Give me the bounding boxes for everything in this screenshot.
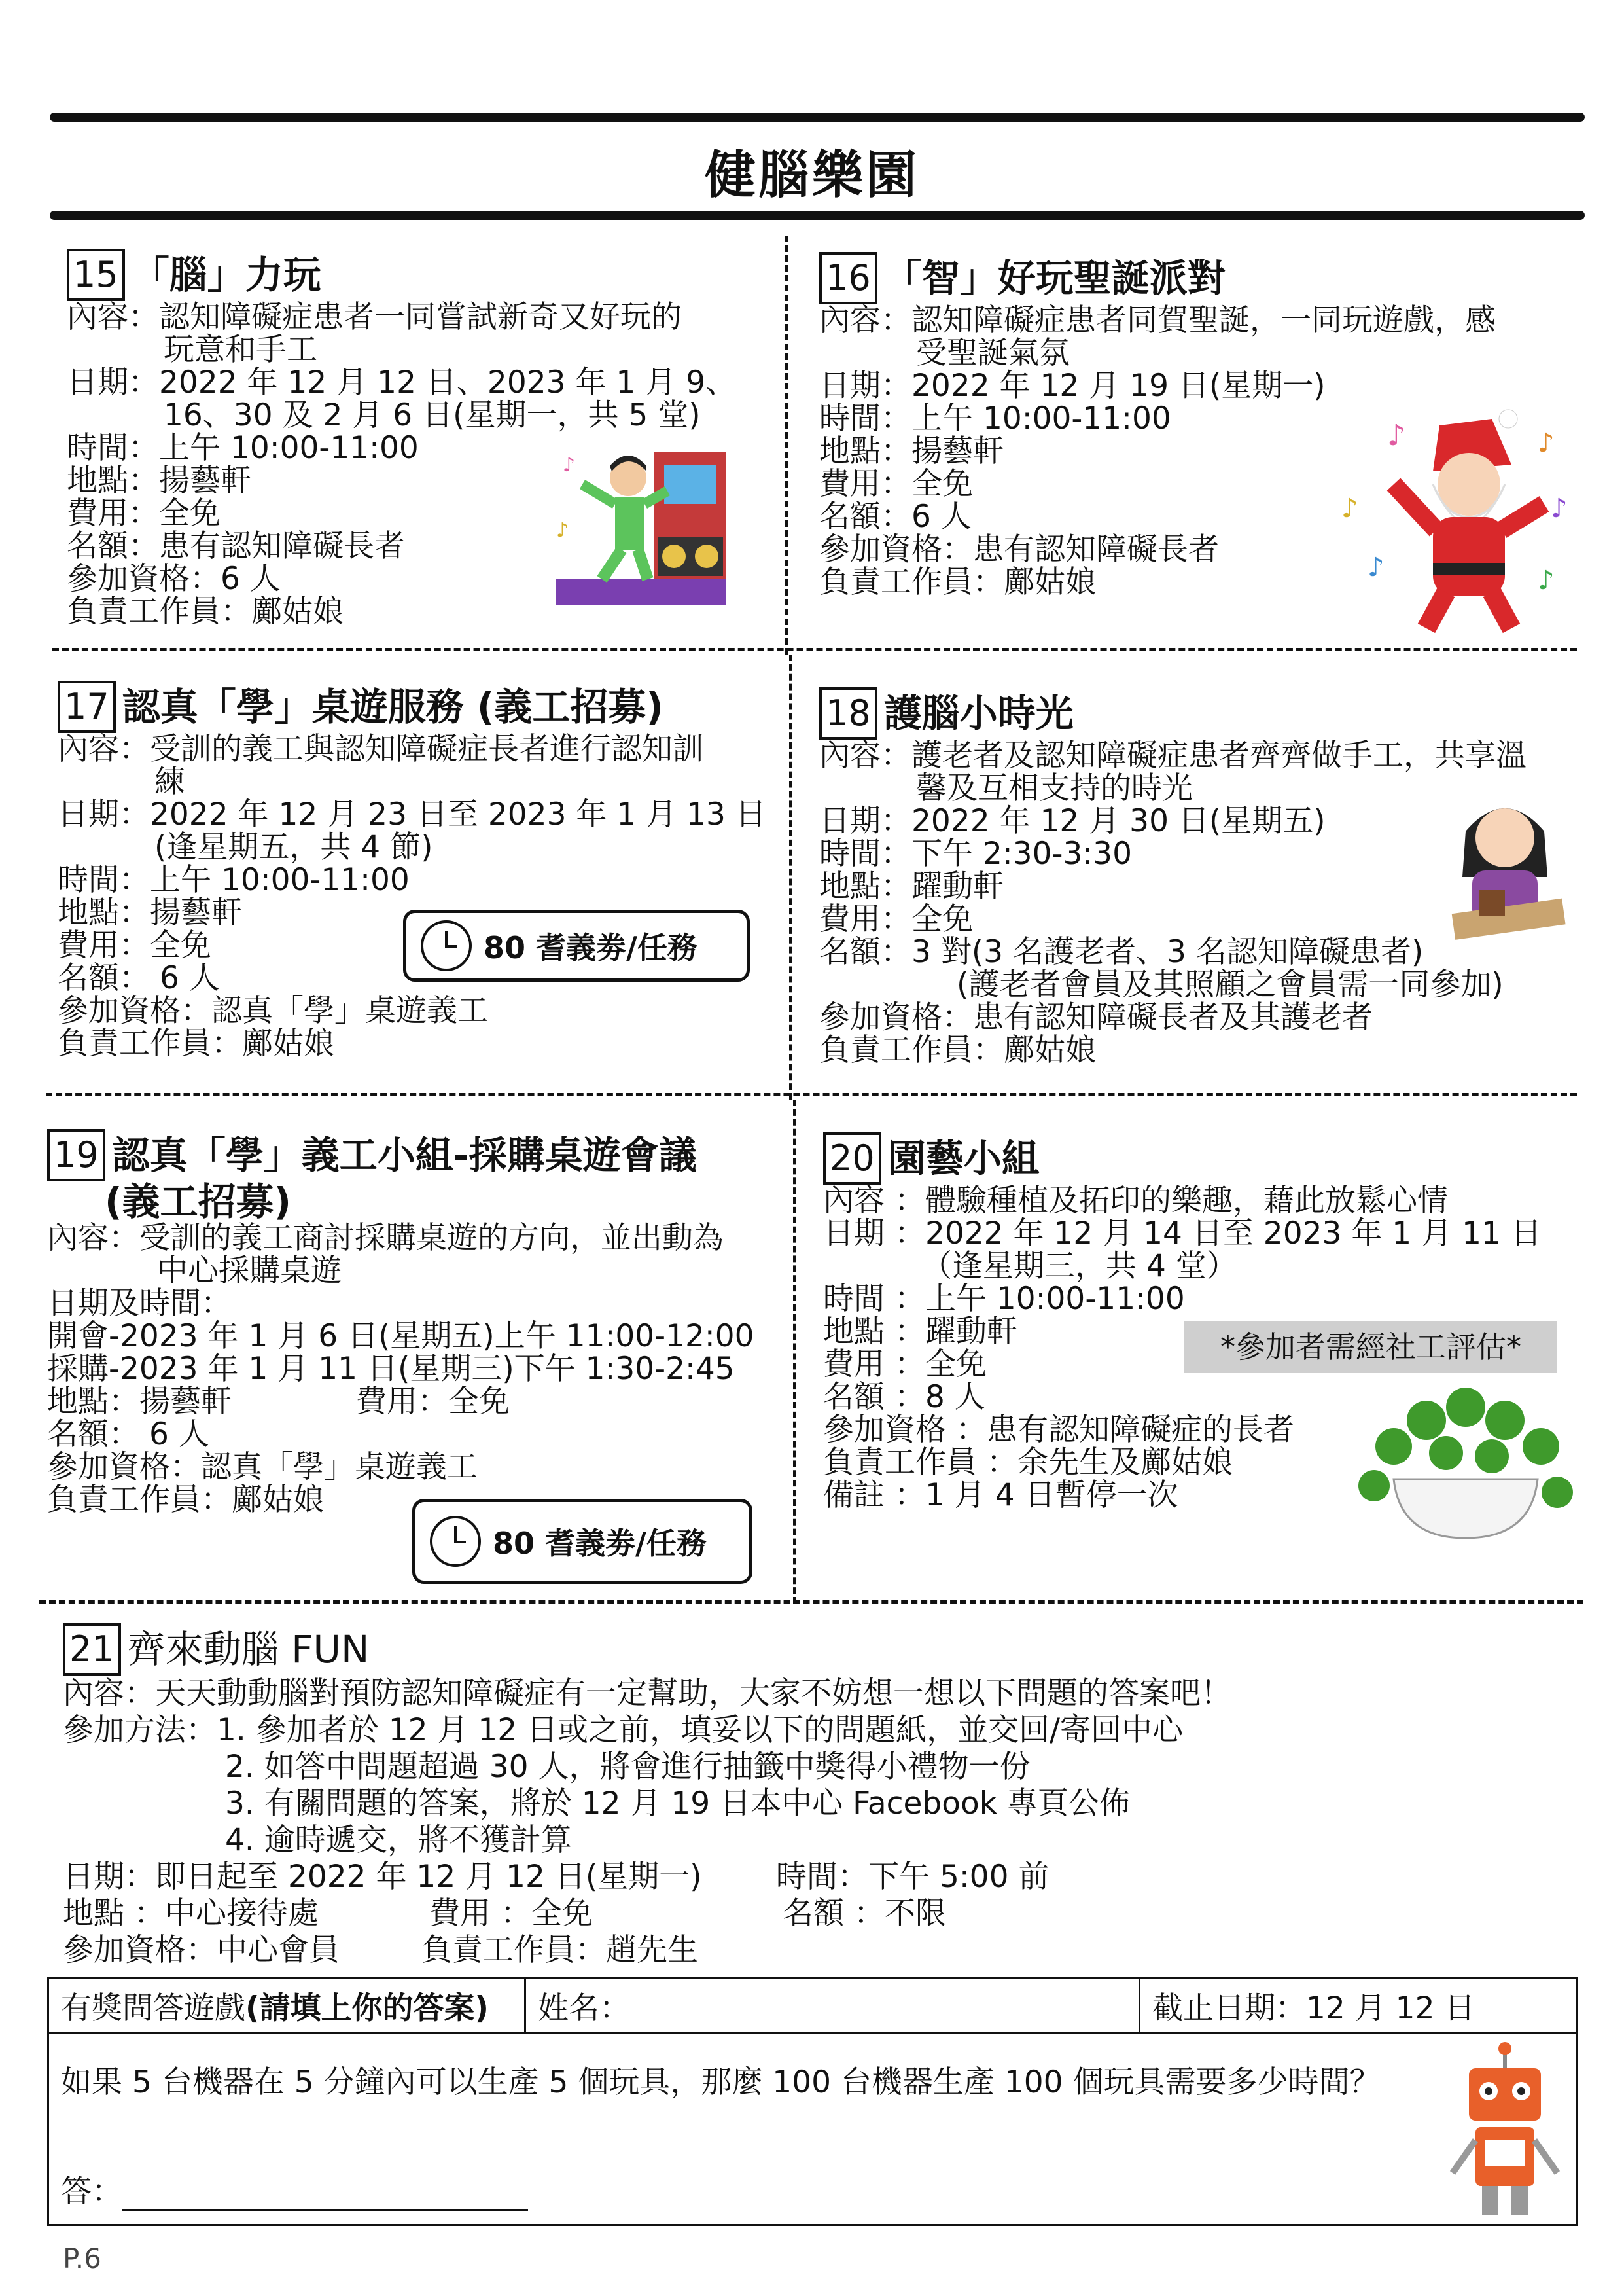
place-text: 地點：揚藝軒 (47, 1384, 232, 1420)
activity-21-heading (63, 1623, 1231, 1676)
activity-number: 19 (47, 1129, 105, 1181)
detail-line: 內容：護老者及認知障礙症患者齊齊做手工，共享溫 (819, 738, 1527, 774)
top-rule (50, 113, 1585, 122)
activity-title: 護腦小時光 (883, 691, 1074, 736)
badge-text: 80 耆義劵/任務 (493, 1526, 707, 1561)
detail-line: 內容：認知障礙症患者同賀聖誕，一同玩遊戲，感 (819, 302, 1496, 338)
method-line (63, 1712, 1231, 1749)
dance-game-illustration (550, 439, 739, 615)
activity-15-heading (67, 249, 736, 301)
intro-text: 內容：天天動動腦對預防認知障礙症有一定幫助，大家不妨想一想以下問題的答案吧！ (63, 1676, 1231, 1712)
detail-line: 負責工作員 ：余先生及鄺姑娘 (823, 1444, 1233, 1480)
info-line (63, 1932, 1231, 1969)
fee-text: 費用 ：全免 (429, 1895, 593, 1931)
question-cell (48, 2034, 1578, 2225)
assessment-note: *參加者需經社工評估* (1184, 1321, 1557, 1373)
info-line (63, 1895, 1231, 1932)
detail-line: 費用：全免 (58, 927, 211, 963)
detail-line: 內容：認知障礙症患者一同嘗試新奇又好玩的 (67, 299, 682, 335)
potted-plant-illustration (1354, 1381, 1577, 1545)
detail-line: 日期：2022 年 12 月 19 日(星期一) (819, 368, 1326, 404)
detail-line: (逢星期五，共 4 節) (154, 829, 433, 865)
quiz-label-bold: (請填上你的答案) (245, 1990, 489, 2026)
activity-19-heading (47, 1129, 754, 1181)
activity-number: 16 (819, 252, 877, 304)
staff-text: 負責工作員：趙先生 (421, 1932, 698, 1968)
activity-title: 「腦」力玩 (131, 253, 321, 297)
detail-line: 地點：揚藝軒 (67, 463, 251, 499)
activity-19-heading-line2 (47, 1181, 754, 1222)
quiz-label: 有獎問答遊戲 (61, 1990, 245, 2026)
activity-title: 園藝小組 (887, 1136, 1040, 1181)
detail-line: 名額：3 對(3 名護老者、3 名認知障礙患者) (819, 934, 1424, 970)
answer-field[interactable] (61, 2167, 1564, 2211)
place-text: 地點 ：中心接待處 (63, 1895, 319, 1931)
clock-icon (421, 920, 472, 971)
activity-21 (63, 1623, 1231, 1969)
activity-number: 21 (63, 1623, 121, 1676)
svg-text:♪: ♪ (1341, 493, 1358, 524)
detail-line: 時間：下午 2:30-3:30 (819, 836, 1132, 872)
svg-text:♪: ♪ (556, 519, 569, 542)
detail-line: 中心採購桌遊 (157, 1253, 342, 1289)
method-item: 4. 逾時遞交，將不獲計算 (225, 1822, 572, 1858)
detail-line: 名額 ：8 人 (823, 1379, 985, 1415)
detail-line: 備註 ：1 月 4 日暫停一次 (823, 1477, 1178, 1513)
detail-line: 參加資格：6 人 (67, 561, 281, 597)
detail-line: 名額：6 人 (819, 499, 972, 535)
badge-text: 80 耆義劵/任務 (484, 930, 697, 965)
activity-title: 認真「學」桌遊服務 (義工招募) (122, 685, 663, 729)
detail-line: 時間：上午 10:00-11:00 (58, 862, 410, 898)
svg-text:♪: ♪ (1368, 552, 1385, 583)
detail-line: 負責工作員：鄺姑娘 (67, 594, 344, 630)
activity-number: 17 (58, 681, 116, 733)
detail-line: 費用：全免 (819, 466, 973, 502)
svg-text:♪: ♪ (1538, 565, 1555, 596)
activity-title: 齊來動腦 FUN (127, 1627, 370, 1672)
svg-text:♪: ♪ (1538, 428, 1555, 458)
detail-line: 參加資格：認真「學」桌遊義工 (47, 1449, 478, 1485)
activity-17-heading (58, 681, 766, 733)
activity-number: 20 (823, 1132, 881, 1185)
activity-18-heading (819, 687, 1527, 740)
detail-line: 採購-2023 年 1 月 11 日(星期三)下午 1:30-2:45 (47, 1351, 735, 1387)
detail-line: 時間：上午 10:00-11:00 (819, 401, 1171, 437)
svg-text:♪: ♪ (563, 454, 576, 476)
deadline-cell: 截止日期：12 月 12 日 (1140, 1978, 1578, 2034)
detail-line: 參加資格：認真「學」桌遊義工 (58, 993, 488, 1029)
name-label: 姓名： (538, 1990, 630, 2026)
robot-illustration (1446, 2042, 1564, 2219)
detail-line: 時間：上午 10:00-11:00 (67, 430, 419, 466)
svg-text:♪: ♪ (1551, 493, 1568, 524)
quiz-label-cell (48, 1978, 525, 2034)
name-field[interactable] (525, 1978, 1140, 2034)
detail-line: 開會-2023 年 1 月 6 日(星期五)上午 11:00-12:00 (47, 1318, 754, 1354)
divider-vertical-1 (785, 236, 788, 655)
detail-line: 受聖誕氣氛 (916, 335, 1070, 371)
divider-horizontal-2 (46, 1093, 1577, 1096)
detail-line: 地點 ：躍動軒 (823, 1314, 1017, 1350)
detail-line: 參加資格：患有認知障礙長者及其護老者 (819, 999, 1373, 1035)
activity-number: 15 (67, 249, 125, 301)
detail-line: （逢星期三，共 4 堂） (921, 1248, 1237, 1284)
eligibility-text: 參加資格：中心會員 (63, 1932, 340, 1968)
answer-label: 答： (61, 2174, 122, 2210)
divider-horizontal-3 (39, 1600, 1583, 1604)
detail-line: 參加資格 ：患有認知障礙症的長者 (823, 1412, 1294, 1448)
activity-18 (819, 687, 1527, 1067)
method-item: 2. 如答中問題超過 30 人，將會進行抽籤中獎得小禮物一份 (225, 1749, 1031, 1785)
detail-line: 名額： 6 人 (58, 960, 220, 996)
detail-line: 費用 ：全免 (823, 1346, 987, 1382)
activity-19 (47, 1129, 754, 1516)
detail-line: 參加資格：患有認知障礙長者 (819, 531, 1219, 567)
method-item: 1. 參加者於 12 月 12 日或之前，填妥以下的問題紙，並交回/寄回中心 (217, 1712, 1183, 1748)
detail-line: 內容：受訓的義工與認知障礙症長者進行認知訓 (58, 731, 703, 767)
quiz-answer-form (47, 1977, 1578, 2226)
detail-line: 日期 ：2022 年 12 月 14 日至 2023 年 1 月 11 日 (823, 1215, 1542, 1251)
activity-17 (58, 681, 766, 1060)
divider-horizontal-1 (52, 648, 1577, 651)
detail-line: (護老者會員及其照顧之會員需一同參加) (957, 967, 1504, 1003)
detail-line: 時間 ：上午 10:00-11:00 (823, 1281, 1185, 1317)
detail-line (47, 1386, 754, 1418)
title-rule (50, 211, 1585, 220)
detail-line: 名額： 6 人 (47, 1416, 209, 1452)
activity-title: 認真「學」義工小組-採購桌遊會議 (111, 1133, 697, 1177)
crafting-woman-illustration (1439, 785, 1570, 942)
detail-line: 內容 ：體驗種植及拓印的樂趣，藉此放鬆心情 (823, 1183, 1448, 1219)
fee-text: 費用：全免 (356, 1384, 510, 1420)
volunteer-credit-badge (403, 910, 750, 982)
volunteer-credit-badge (412, 1499, 752, 1584)
info-line (63, 1859, 1231, 1895)
detail-line: 地點：揚藝軒 (819, 433, 1004, 469)
detail-line: 日期：2022 年 12 月 30 日(星期五) (819, 803, 1326, 839)
time-text: 時間：下午 5:00 前 (776, 1859, 1050, 1895)
date-text: 日期：即日起至 2022 年 12 月 12 日(星期一) (63, 1859, 702, 1895)
detail-line: 負責工作員：鄺姑娘 (58, 1026, 334, 1062)
detail-line: 負責工作員：鄺姑娘 (819, 1032, 1096, 1068)
detail-line: 內容：受訓的義工商討採購桌遊的方向，並出動為 (47, 1220, 724, 1256)
divider-vertical-2 (789, 655, 792, 1100)
detail-line: 地點：揚藝軒 (58, 895, 242, 931)
detail-line: 日期及時間： (47, 1285, 232, 1321)
detail-line: 負責工作員：鄺姑娘 (47, 1482, 324, 1518)
detail-line: 名額：患有認知障礙長者 (67, 528, 405, 564)
detail-line: 日期：2022 年 12 月 23 日至 2023 年 1 月 13 日 (58, 797, 766, 833)
detail-line: 玩意和手工 (164, 332, 317, 368)
page-number: P.6 (63, 2242, 101, 2274)
activity-title-2: (義工招募) (105, 1179, 292, 1224)
detail-line: 馨及互相支持的時光 (916, 770, 1193, 806)
detail-line: 負責工作員：鄺姑娘 (819, 564, 1096, 600)
activity-number: 18 (819, 687, 877, 740)
activity-16-heading (819, 252, 1496, 304)
detail-line: 日期：2022 年 12 月 12 日、2023 年 1 月 9、 (67, 365, 737, 401)
method-label: 參加方法： (63, 1712, 217, 1748)
page-title: 健腦樂園 (704, 146, 919, 205)
method-item: 3. 有關問題的答案，將於 12 月 19 日本中心 Facebook 專頁公佈 (225, 1785, 1130, 1821)
clock-icon (430, 1516, 481, 1567)
answer-line[interactable] (122, 2178, 528, 2211)
detail-line: 16、30 及 2 月 6 日(星期一，共 5 堂) (164, 397, 701, 433)
activity-title: 「智」好玩聖誕派對 (883, 256, 1226, 300)
divider-vertical-3 (793, 1100, 796, 1604)
detail-line: 費用：全免 (67, 495, 221, 531)
detail-line: 練 (154, 764, 185, 800)
detail-line: 地點：躍動軒 (819, 869, 1004, 905)
svg-text:♪: ♪ (1387, 419, 1406, 452)
quiz-question: 如果 5 台機器在 5 分鐘內可以生產 5 個玩具，那麼 100 台機器生產 100 個玩具需要多少時間？ (61, 2064, 1381, 2100)
activity-20-heading (823, 1132, 1542, 1185)
santa-illustration (1341, 406, 1590, 641)
quota-text: 名額 ：不限 (783, 1895, 946, 1931)
detail-line: 費用：全免 (819, 901, 973, 937)
